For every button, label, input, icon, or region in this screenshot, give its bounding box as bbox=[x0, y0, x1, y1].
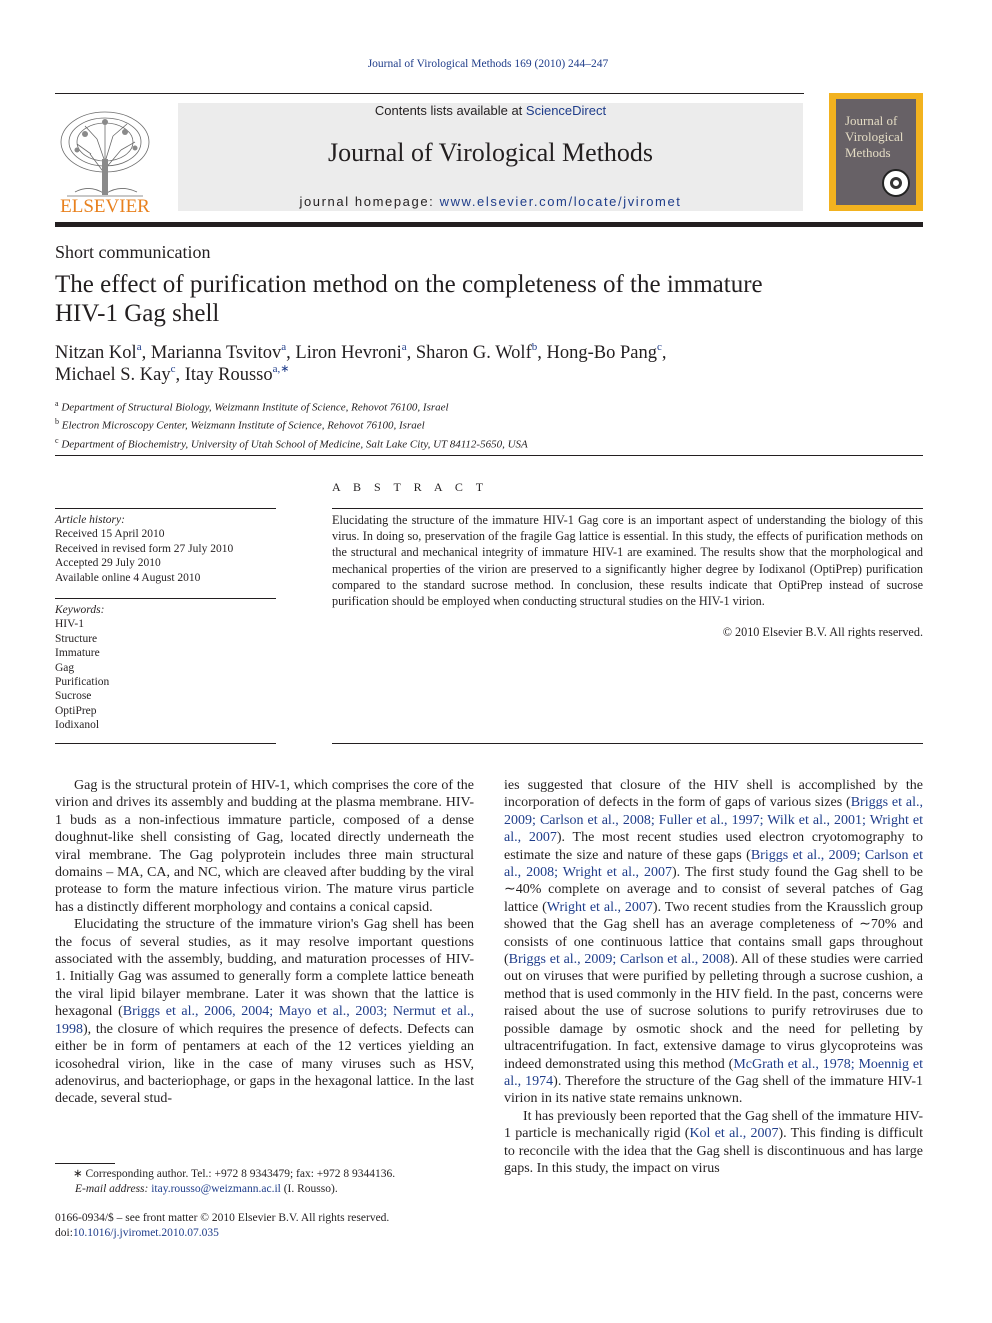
article-title bbox=[55, 270, 855, 328]
corresponding-author-note: ∗ Corresponding author. Tel.: +972 8 9343479; fax: +972 8 9344136. bbox=[73, 1168, 396, 1180]
body-column-right bbox=[504, 777, 923, 1177]
divider bbox=[55, 598, 276, 599]
body-column-left bbox=[55, 777, 474, 1108]
author-list bbox=[55, 342, 915, 386]
header-thick-rule bbox=[55, 222, 923, 227]
article-history-heading: Article history: bbox=[55, 514, 125, 526]
affiliation bbox=[55, 397, 528, 415]
body-text: ), the closure of which requires the presence of defects. Defects can either be in form of pentamers at each of the 12 vertices yielding an icosohedral virion, like in the case of many viruses such as HSV, adenovirus, and bacteriophage, or gaps in the hexagonal lattice. In the last decade, several stud- bbox=[55, 1021, 474, 1107]
affiliation-text: Department of Structural Biology, Weizmann Institute of Science, Rehovot 76100, Israel bbox=[61, 401, 449, 414]
keyword: Gag bbox=[55, 661, 75, 674]
body-text: It has previously been reported that the Gag shell of the immature HIV-1 particle is mechanically rigid ( bbox=[504, 1108, 923, 1142]
article-title-line: The effect of purification method on the completeness of the immature bbox=[55, 271, 763, 298]
history-entry: Accepted 29 July 2010 bbox=[55, 557, 161, 570]
affiliation-text: Department of Biochemistry, University of Utah School of Medicine, Salt Lake City, UT 84112-5650, USA bbox=[61, 438, 528, 451]
email-suffix: (I. Rousso). bbox=[280, 1182, 338, 1195]
author-affil-marker[interactable]: c bbox=[170, 363, 176, 375]
divider bbox=[55, 508, 276, 509]
keyword: OptiPrep bbox=[55, 704, 97, 717]
body-text: ). The first study found the Gag shell to be ∼40% complete on average and to consist of several patches of Gag lattice ( bbox=[504, 865, 923, 915]
divider bbox=[55, 743, 276, 744]
author-affil-marker[interactable]: a bbox=[136, 341, 142, 353]
keywords-heading: Keywords: bbox=[55, 604, 105, 616]
elsevier-wordmark: ELSEVIER bbox=[60, 196, 150, 216]
body-paragraph bbox=[55, 916, 474, 1107]
email-label: E-mail address: bbox=[75, 1182, 152, 1195]
keyword: HIV-1 bbox=[55, 618, 84, 631]
citation-link[interactable]: Kol et al., 2007 bbox=[689, 1126, 779, 1142]
author-affil-marker[interactable]: a,∗ bbox=[272, 363, 290, 375]
article-title-line: HIV-1 Gag shell bbox=[55, 300, 220, 327]
journal-homepage bbox=[178, 194, 803, 209]
affiliation bbox=[55, 434, 528, 452]
author-affil-marker[interactable]: b bbox=[531, 341, 538, 353]
keyword: Structure bbox=[55, 632, 98, 645]
cover-title-line: Methods bbox=[845, 145, 891, 160]
author-affil-marker[interactable]: a bbox=[401, 341, 407, 353]
contents-line bbox=[178, 103, 803, 118]
affiliations bbox=[55, 397, 528, 452]
author-line: Michael S. Kay$^c$, Itay Rousso$^{a,∗}$ bbox=[55, 363, 290, 385]
author-name[interactable]: Itay Rousso bbox=[184, 365, 273, 385]
elsevier-tree-icon bbox=[55, 104, 155, 216]
affiliation-marker: a bbox=[55, 399, 59, 408]
keyword: Iodixanol bbox=[55, 719, 100, 732]
divider bbox=[332, 508, 923, 509]
cover-title-line: Virological bbox=[845, 129, 904, 144]
affiliation-marker: b bbox=[55, 417, 59, 427]
abstract-copyright: © 2010 Elsevier B.V. All rights reserved. bbox=[722, 625, 923, 639]
abstract-text: Elucidating the structure of the immature HIV-1 Gag core is an important aspect of understanding the biology of this virus. In doing so, preservation of the fragile Gag lattice is essential. In this study, the effects of purification methods on the structural and mechanical integrity of immature HIV-1 are examined. The results show that the morphological and mechanical properties of the virion are preserved to a significantly higher degree by Iodixanol (OptiPrep) purification compared to the standard sucrose method. In conclusion, these results indicate that OptiPrep instead of sucrose purification should be employed when conducting structural studies on the HIV-1 virion. bbox=[332, 513, 923, 609]
doi-prefix: doi: bbox=[55, 1226, 73, 1239]
affiliation-text: Electron Microscopy Center, Weizmann Institute of Science, Rehovot 76100, Israel bbox=[61, 419, 425, 432]
footnote-rule bbox=[55, 1163, 115, 1164]
citation-link[interactable]: McGrath et al., 1978; Moennig et al., 1974 bbox=[504, 1056, 923, 1089]
citation-link[interactable]: Briggs et al., 2009; Carlson et al., 2008; Fuller et al., 1997; Wilk et al., 2001; Wright et al., 2007 bbox=[504, 795, 923, 846]
cover-emblem-icon bbox=[882, 169, 910, 197]
homepage-link[interactable]: www.elsevier.com/locate/jviromet bbox=[439, 194, 682, 209]
citation-link[interactable]: Briggs et al., 2009; Carlson et al., 2008 bbox=[508, 952, 730, 968]
keyword: Sucrose bbox=[55, 690, 92, 703]
body-text: ). This finding is difficult to reconcile with the idea that the Gag shell is discontinuous and has large gaps. In this study, the impact on virus bbox=[504, 1126, 924, 1176]
journal-title: Journal of Virological Methods bbox=[327, 138, 654, 167]
email-link[interactable]: itay.rousso@weizmann.ac.il bbox=[151, 1182, 281, 1195]
cover-title bbox=[845, 113, 903, 161]
affiliation bbox=[55, 415, 528, 433]
author-line: Nitzan Kol$^a$, Marianna Tsvitov$^a$, Liron Hevroni$^a$, Sharon G. Wolf$^b$, Hong-Bo Pang$^c$, bbox=[55, 341, 667, 363]
history-entry: Received 15 April 2010 bbox=[55, 528, 165, 541]
sciencedirect-link[interactable]: ScienceDirect bbox=[525, 103, 607, 118]
body-text: ). Therefore the structure of the Gag shell of the immature HIV-1 virion in its native state remains unknown. bbox=[504, 1073, 923, 1107]
history-entry: Available online 4 August 2010 bbox=[55, 571, 201, 584]
history-entry: Received in revised form 27 July 2010 bbox=[55, 542, 234, 555]
article-type: Short communication bbox=[55, 242, 211, 262]
doi-link[interactable]: 10.1016/j.jviromet.2010.07.035 bbox=[72, 1226, 219, 1239]
journal-cover-thumbnail[interactable] bbox=[829, 93, 923, 211]
keywords bbox=[55, 603, 276, 733]
journal-citation[interactable]: Journal of Virological Methods 169 (2010) 244–247 bbox=[367, 58, 609, 70]
author-name[interactable]: Michael S. Kay bbox=[55, 365, 171, 385]
author-affil-marker[interactable]: a bbox=[281, 341, 287, 353]
homepage-prefix: journal homepage: bbox=[299, 194, 440, 209]
body-text: ies suggested that closure of the HIV shell is accomplished by the incorporation of defects in the form of gaps of various sizes ( bbox=[504, 778, 923, 811]
author-name[interactable]: Hong-Bo Pang bbox=[546, 343, 657, 363]
email-note bbox=[55, 1182, 474, 1197]
body-text: Elucidating the structure of the immature virion's Gag shell has been the focus of several studies, as it may resolve important questions associated with the assembly, budding, and maturation processes of HIV-1. Initially Gag was assumed to generally form a complete lattice beneath the viral lipid bilayer membrane. Later it was shown that the lattice is hexagonal ( bbox=[55, 917, 474, 1020]
author-name[interactable]: Sharon G. Wolf bbox=[415, 343, 532, 363]
author-name[interactable]: Nitzan Kol bbox=[55, 343, 137, 363]
header-top-rule bbox=[55, 93, 804, 94]
doi-line bbox=[55, 1226, 555, 1241]
citation-link[interactable]: Briggs et al., 2009; Carlson et al., 2008; Wright et al., 2007 bbox=[504, 847, 923, 881]
keyword: Purification bbox=[55, 676, 110, 689]
body-paragraph bbox=[504, 777, 923, 1108]
author-affil-marker[interactable]: c bbox=[656, 341, 662, 353]
cover-title-line: Journal of bbox=[845, 113, 898, 128]
divider bbox=[332, 743, 923, 744]
footnotes bbox=[55, 1167, 474, 1196]
divider bbox=[55, 455, 923, 456]
body-text: ). Two recent studies from the Krausslich group showed that the Gag shell has an average completeness of ∼70% and consists of one continuous lattice that contains small gaps throughout ( bbox=[504, 899, 923, 968]
body-text: ). The most recent studies used electron cryotomography to estimate the size and nature of these gaps ( bbox=[504, 830, 923, 863]
citation-link[interactable]: Briggs et al., 2006, 2004; Mayo et al., 2003; Nermut et al., 1998 bbox=[55, 1004, 474, 1037]
article-history bbox=[55, 513, 276, 585]
body-paragraph bbox=[504, 1108, 923, 1178]
body-text: ). All of these studies were carried out on viruses that were purified by pelleting through a sucrose cushion, a method that is used commonly in the HIV field. In the past, concerns were raised about the use of sucrose solutions to purify retroviruses due to possible damage by osmotic shock and the need for pelleting by ultracentrifugation. In fact, extensive damage to virus glycoproteins was indeed demonstrated using this method ( bbox=[504, 952, 923, 1072]
author-name[interactable]: Liron Hevroni bbox=[295, 343, 402, 363]
affiliation-marker: c bbox=[55, 435, 59, 445]
citation-link[interactable]: Wright et al., 2007 bbox=[546, 899, 653, 915]
body-paragraph: Gag is the structural protein of HIV-1, which comprises the core of the virion and drives its assembly and budding at the plasma membrane. HIV-1 buds as a non-infectious immature particle, composed of a dense doughnut-like shell consisting of Gag, located directly underneath the viral membrane. The Gag polyprotein includes three main structural domains – MA, CA, and NC, which are cleaved after budding by the viral protease to form the mature infectious virion. The mature virus particle has a distinctly different morphology and contains a conical capsid. bbox=[55, 778, 474, 915]
elsevier-logo bbox=[55, 104, 155, 216]
issn-doi bbox=[55, 1211, 555, 1240]
abstract-heading: A B S T R A C T bbox=[332, 480, 489, 494]
issn-line: 0166-0934/$ – see front matter © 2010 Elsevier B.V. All rights reserved. bbox=[55, 1212, 390, 1224]
keyword: Immature bbox=[55, 647, 100, 660]
contents-prefix: Contents lists available at bbox=[374, 103, 526, 118]
author-name[interactable]: Marianna Tsvitov bbox=[150, 343, 282, 363]
